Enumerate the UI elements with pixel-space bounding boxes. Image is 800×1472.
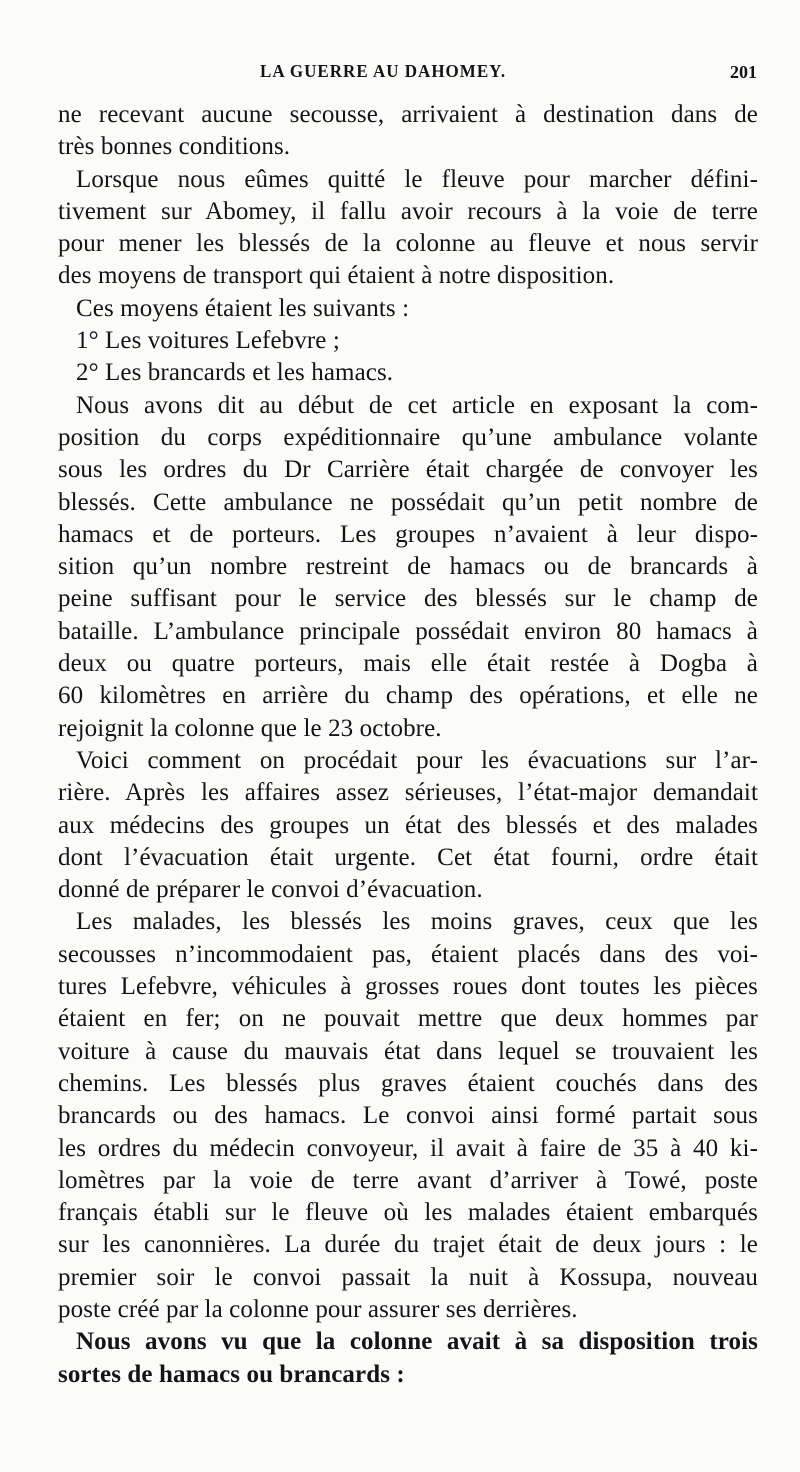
text-line: très bonnes conditions. <box>58 133 291 161</box>
text-line: sur les canonnières. La durée du trajet était de deux jours : le <box>58 1231 758 1259</box>
text-line: rejoignit la colonne que le 23 octobre. <box>58 714 442 742</box>
text-line: secousses n’incommodaient pas, étaient placés dans des voi- <box>58 940 758 968</box>
text-line: des moyens de transport qui étaient à notre disposition. <box>58 262 615 290</box>
text-line: Nous avons vu que la colonne avait à sa disposition trois <box>76 1328 758 1356</box>
text-line: 1° Les voitures Lefebvre ; <box>76 327 340 355</box>
text-line: bataille. L’ambulance principale possédait environ 80 hamacs à <box>58 617 758 645</box>
text-line: hamacs et de porteurs. Les groupes n’avaient à leur dispo- <box>58 520 758 548</box>
text-line: voiture à cause du mauvais état dans lequel se trouvaient les <box>58 1037 758 1065</box>
text-line: donné de préparer le convoi d’évacuation. <box>58 876 483 904</box>
text-line: étaient en fer; on ne pouvait mettre que deux hommes par <box>58 1005 758 1033</box>
text-line: dont l’évacuation était urgente. Cet état fourni, ordre était <box>58 843 758 871</box>
body-text <box>58 99 758 1391</box>
text-line: deux ou quatre porteurs, mais elle était restée à Dogba à <box>58 650 758 678</box>
text-line: peine suffisant pour le service des blessés sur le champ de <box>58 585 758 613</box>
text-line: sortes de hamacs ou brancards : <box>58 1360 405 1388</box>
text-line: premier soir le convoi passait la nuit à Kossupa, nouveau <box>58 1263 758 1291</box>
text-line: Nous avons dit au début de cet article en exposant la com- <box>76 391 758 419</box>
text-line: blessés. Cette ambulance ne possédait qu’un petit nombre de <box>58 488 758 516</box>
text-line: chemins. Les blessés plus graves étaient couchés dans des <box>58 1069 758 1097</box>
running-title: LA GUERRE AU DAHOMEY. <box>260 61 507 82</box>
text-line: 60 kilomètres en arrière du champ des opérations, et elle ne <box>58 682 758 710</box>
text-line: sition qu’un nombre restreint de hamacs ou de brancards à <box>58 553 758 581</box>
text-line: poste créé par la colonne pour assurer ses derrières. <box>58 1295 578 1323</box>
page-header <box>0 62 800 86</box>
text-line: Lorsque nous eûmes quitté le fleuve pour marcher défini- <box>76 165 758 193</box>
text-line: français établi sur le fleuve où les malades étaient embarqués <box>58 1199 758 1227</box>
text-line: Ces moyens étaient les suivants : <box>76 294 410 322</box>
text-line: lomètres par la voie de terre avant d’arriver à Towé, poste <box>58 1166 758 1194</box>
text-line: pour mener les blessés de la colonne au fleuve et nous servir <box>58 230 758 258</box>
text-line: les ordres du médecin convoyeur, il avait à faire de 35 à 40 ki- <box>58 1134 758 1162</box>
text-line: rière. Après les affaires assez sérieuses, l’état-major demandait <box>58 779 758 807</box>
text-line: sous les ordres du Dr Carrière était chargée de convoyer les <box>58 456 758 484</box>
text-line: 2° Les brancards et les hamacs. <box>76 359 394 387</box>
text-line: position du corps expéditionnaire qu’une ambulance volante <box>58 423 758 451</box>
text-line: ne recevant aucune secousse, arrivaient à destination dans de <box>58 101 758 128</box>
text-line: brancards ou des hamacs. Le convoi ainsi formé partait sous <box>58 1102 758 1130</box>
page-number: 201 <box>730 62 757 82</box>
text-line: tures Lefebvre, véhicules à grosses roues dont toutes les pièces <box>58 973 758 1001</box>
text-line: tivement sur Abomey, il fallu avoir recours à la voie de terre <box>58 197 758 225</box>
text-line: Voici comment on procédait pour les évacuations sur l’ar- <box>76 746 758 774</box>
text-line: Les malades, les blessés les moins graves, ceux que les <box>76 908 758 936</box>
text-line: aux médecins des groupes un état des blessés et des malades <box>58 811 758 839</box>
